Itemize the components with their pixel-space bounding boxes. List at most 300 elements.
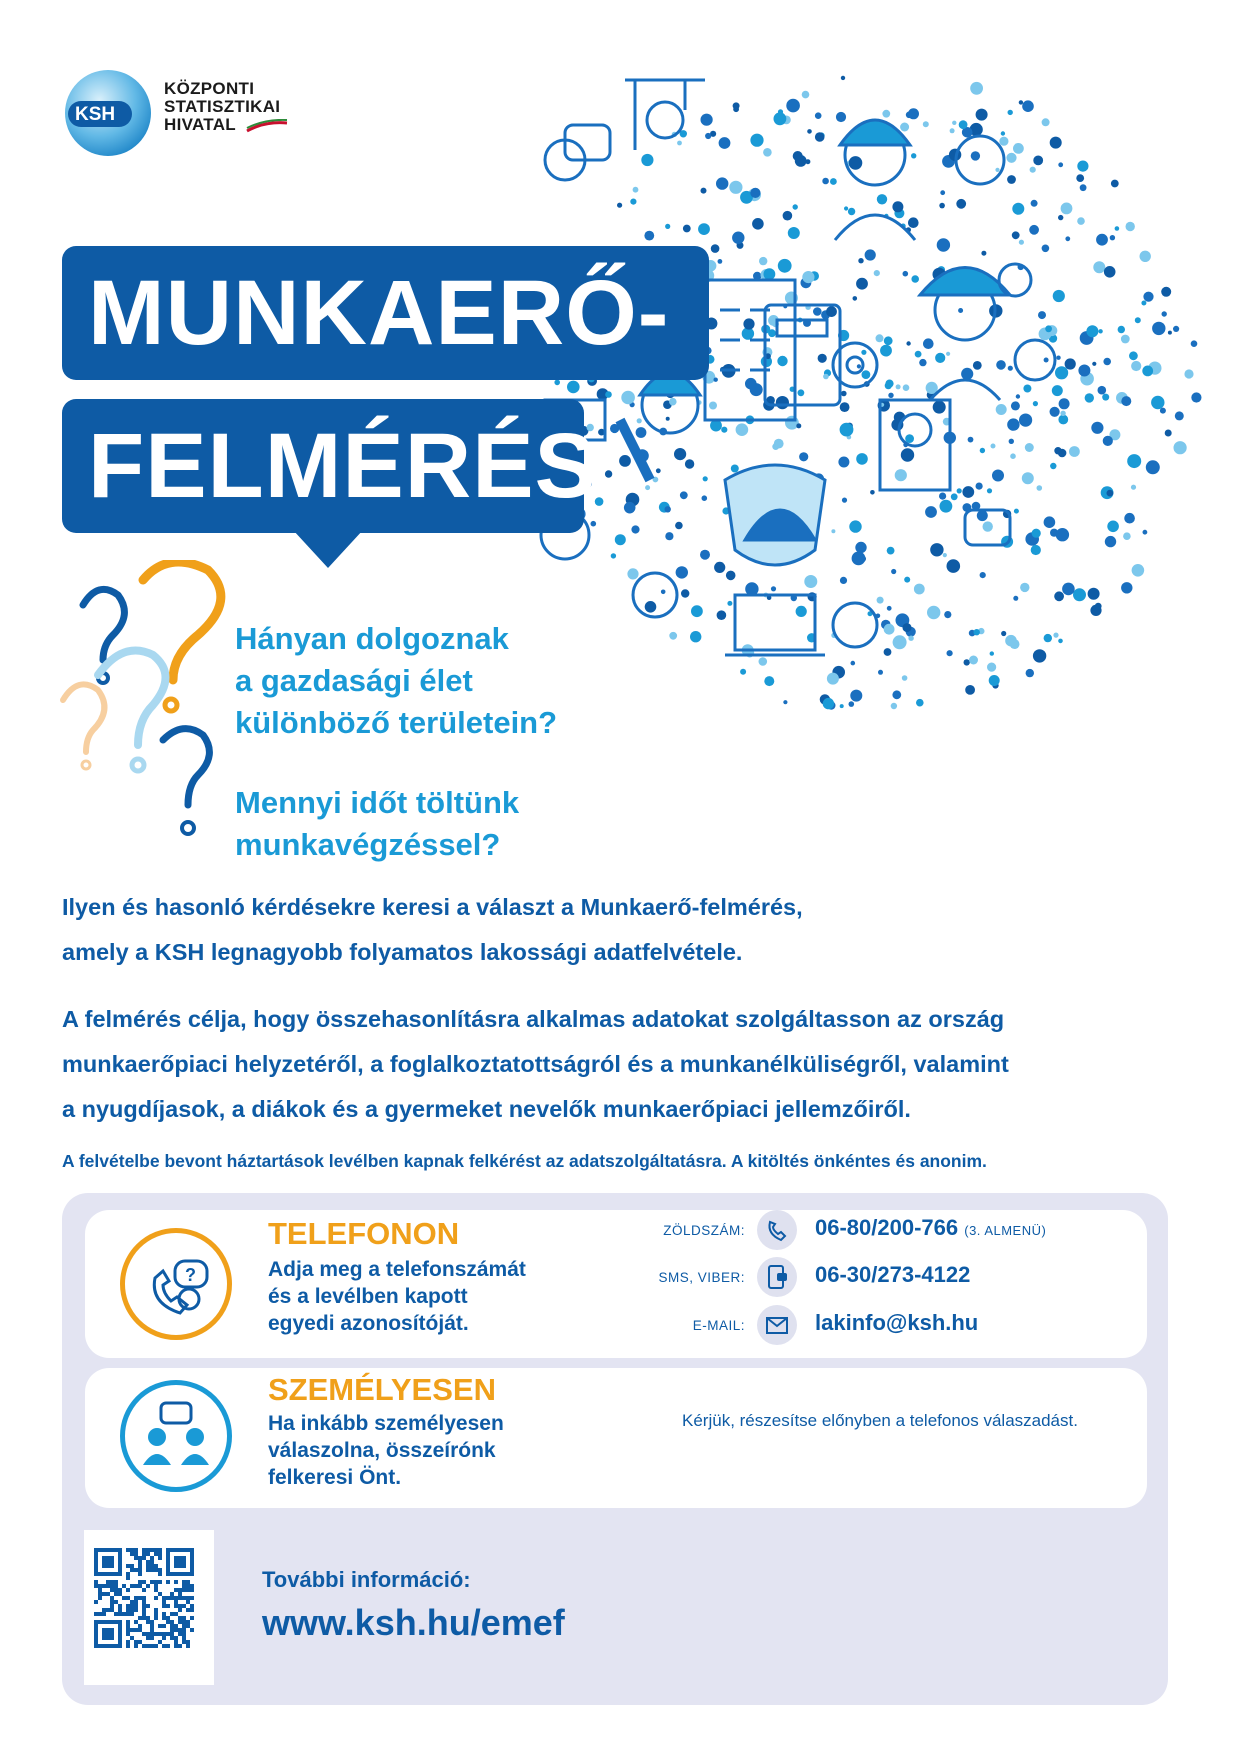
qr-module [166,1616,170,1620]
qr-module [166,1604,170,1608]
decor-dot [935,353,945,363]
qr-module [190,1604,194,1608]
qr-module [190,1608,194,1612]
qr-module [178,1628,182,1632]
decor-dot [677,141,682,146]
decor-dot [702,495,708,501]
question-mark-icon [163,729,209,805]
decor-dot [1086,325,1098,337]
decor-dot [1060,411,1065,416]
decor-dot [855,542,866,553]
decor-dot [841,76,845,80]
decor-dot [842,498,847,503]
decor-dot [718,259,723,264]
decor-dot [983,521,993,531]
decor-dot [1121,582,1132,593]
decor-dot [636,427,647,438]
decor-dot [902,675,908,681]
qr-module [130,1564,134,1568]
decor-dot [1054,591,1064,601]
qr-module [138,1640,142,1644]
decor-dot [965,685,975,695]
decor-dot [1065,358,1076,369]
qr-module [154,1564,158,1568]
qr-module [98,1592,102,1596]
decor-dot [822,178,829,185]
qr-module [150,1560,154,1564]
decor-dot [777,356,787,366]
decor-dot [736,423,749,436]
decor-dot [716,177,728,189]
decor-dot [605,470,612,477]
qr-module [130,1552,134,1556]
qr-module [178,1596,182,1600]
decor-dot [830,178,837,185]
decor-dot [884,648,892,656]
decor-dot [721,427,727,433]
decor-dot [903,623,912,632]
green-number-suffix: (3. ALMENÜ) [964,1223,1047,1238]
decor-dot [850,690,862,702]
decor-dot [709,402,717,410]
decor-dot [1121,396,1131,406]
decor-dot [1053,633,1058,638]
decor-dot [903,271,909,277]
decor-dot [759,657,768,666]
decor-dot [891,703,897,709]
decor-dot [731,465,739,473]
qr-module [126,1596,130,1600]
qr-module [186,1640,190,1644]
qr-finder [102,1556,114,1568]
qr-module [170,1636,174,1640]
decor-dot [1135,317,1141,323]
decor-dot [896,384,901,389]
qr-module [178,1620,182,1624]
decor-dot [719,137,731,149]
qr-module [126,1624,130,1628]
qr-module [142,1612,146,1616]
qr-module [130,1600,134,1604]
qr-module [190,1596,194,1600]
decor-dot [908,636,913,641]
worker-body-icon [835,215,915,240]
title-line-1: MUNKAERŐ- [62,246,709,380]
decor-dot [1076,174,1084,182]
qr-module [150,1556,154,1560]
qr-module [142,1588,146,1592]
qr-module [182,1584,186,1588]
qr-module [102,1608,106,1612]
decor-dot [987,663,996,672]
decor-dot [851,661,856,666]
decor-dot [1020,583,1029,592]
decor-dot [818,354,827,363]
qr-module [114,1592,118,1596]
qr-module [150,1580,154,1584]
decor-dot [1013,143,1024,154]
decor-dot [1058,215,1063,220]
decor-dot [1044,634,1052,642]
decor-dot [1095,603,1102,610]
qr-module [118,1612,122,1616]
decor-dot [1013,596,1018,601]
qr-module [174,1604,178,1608]
person-face-icon [1015,340,1055,380]
decor-dot [630,199,636,205]
decor-dot [976,483,983,490]
decor-dot [1037,485,1043,491]
qr-module [114,1588,118,1592]
qr-module [130,1604,134,1608]
qr-module [182,1640,186,1644]
decor-dot [1152,322,1165,335]
question-1: Hányan dolgoznak a gazdasági élet különböző területein? [235,621,558,740]
qr-module [146,1560,150,1564]
title-line-2: FELMÉRÉS [62,399,584,533]
qr-module [130,1548,134,1552]
decor-dot [856,453,868,465]
qr-module [162,1596,166,1600]
email-address[interactable]: lakinfo@ksh.hu [815,1310,979,1335]
qr-module [158,1556,162,1560]
decor-dot [887,606,892,611]
decor-dot [1129,351,1138,360]
question-mark-icon [143,562,221,680]
decor-dot [1141,301,1146,306]
green-number-value[interactable] [815,1215,1046,1241]
qr-module [174,1636,178,1640]
decor-dot [1104,266,1116,278]
person-icon [999,264,1031,296]
decor-dot [849,701,855,707]
qr-module [130,1568,134,1572]
decor-dot [914,584,925,595]
flag-swoosh-icon [245,119,289,133]
decor-dot [771,586,776,591]
qr-module [146,1584,150,1588]
green-number[interactable]: 06-80/200-766 [815,1215,959,1240]
qr-module [154,1580,158,1584]
qr-module [186,1584,190,1588]
decor-dot [645,485,650,490]
qr-module [138,1556,142,1560]
qr-module [114,1600,118,1604]
decor-dot [1012,231,1020,239]
decor-dot [727,601,732,606]
decor-dot [656,468,661,473]
decor-dot [951,493,958,500]
mobile-message-icon [757,1257,797,1297]
qr-module [174,1588,178,1592]
qr-module [138,1628,142,1632]
decor-dot [874,270,880,276]
decor-dot [925,506,937,518]
qr-module [106,1592,110,1596]
decor-dot [786,99,800,113]
decor-dot [617,203,622,208]
qr-module [134,1620,138,1624]
decor-dot [783,211,793,221]
qr-module [106,1580,110,1584]
qr-module [126,1644,130,1648]
qr-module [138,1568,142,1572]
qr-module [110,1584,114,1588]
decor-dot [950,128,955,133]
qr-module [162,1636,166,1640]
decor-dot [840,577,847,584]
more-info-link[interactable]: www.ksh.hu/emef [262,1602,565,1643]
qr-module [102,1584,106,1588]
qr-module [94,1580,98,1584]
decor-dot [1058,415,1068,425]
decor-dot [1001,131,1005,135]
decor-dot [785,416,799,430]
qr-module [182,1628,186,1632]
decor-dot [905,434,914,443]
decor-dot [1054,447,1061,454]
decor-dot [1131,485,1136,490]
decor-dot [946,352,950,356]
question-mark-icon [83,589,124,660]
decor-dot [615,534,626,545]
qr-module [138,1564,142,1568]
qr-module [110,1588,114,1592]
qr-module [122,1596,126,1600]
decor-dot [906,112,913,119]
decor-dot [807,129,812,134]
more-info-label: További információ: [262,1567,471,1592]
decor-dot [637,418,642,423]
decor-dot [1019,240,1024,245]
decor-dot [1173,326,1179,332]
qr-module [138,1580,142,1584]
decor-dot [840,423,854,437]
qr-module [158,1548,162,1552]
decor-dot [990,651,994,655]
phone-preference-note: Kérjük, részesítse előnyben a telefonos válaszadást. [682,1411,1078,1430]
qr-module [134,1628,138,1632]
qr-module [186,1596,190,1600]
qr-module [118,1604,122,1608]
decor-dot [1115,226,1120,231]
decor-dot [1103,436,1113,446]
qr-module [126,1576,130,1580]
sms-viber-number[interactable]: 06-30/273-4122 [815,1262,971,1287]
qr-module [146,1564,150,1568]
qr-module [102,1592,106,1596]
decor-dot [1110,235,1115,240]
logo-line-1: KÖZPONTI [164,79,255,98]
qr-module [154,1568,158,1572]
qr-module [142,1556,146,1560]
decor-dot [895,469,907,481]
qr-module [94,1600,98,1604]
qr-module [106,1584,110,1588]
qr-module [122,1584,126,1588]
in-person-section-title: SZEMÉLYESEN [268,1372,496,1407]
decor-dot [878,670,883,675]
intro-paragraph: Ilyen és hasonló kérdésekre keresi a választ a Munkaerő-felmérés, amely a KSH legnagyobb folyamatos lakossági adatfelvétele. [62,894,803,965]
decor-dot [1061,203,1073,215]
decor-dot [908,217,919,228]
decor-dot [796,423,801,428]
qr-module [150,1548,154,1552]
decor-dot [1044,358,1049,363]
qr-module [158,1580,162,1584]
qr-module [130,1636,134,1640]
decor-dot [1038,311,1046,319]
phone-icon [757,1210,797,1250]
decor-dot [611,553,616,558]
decor-dot [877,597,884,604]
qr-module [142,1604,146,1608]
decor-dot [1033,649,1046,662]
qr-module [166,1580,170,1584]
decor-dot [1045,325,1052,332]
qr-module [150,1620,154,1624]
speech-tail-icon [293,530,363,570]
decor-dot [906,341,910,345]
qr-module [166,1632,170,1636]
decor-dot [927,606,940,619]
decor-dot [923,338,934,349]
qr-module [162,1616,166,1620]
question-marks-decoration [58,560,230,870]
qr-module [182,1624,186,1628]
qr-module [110,1600,114,1604]
qr-module [178,1644,182,1648]
qr-module [150,1632,154,1636]
qr-module [174,1596,178,1600]
decor-dot [840,402,850,412]
decor-dot [892,201,903,212]
decor-dot [939,203,945,209]
qr-module [146,1644,150,1648]
qr-module [174,1644,178,1648]
decor-dot [996,360,1006,370]
qr-module [158,1552,162,1556]
qr-module [190,1588,194,1592]
phone-section-description: Adja meg a telefonszámát és a levélben kapott egyedi azonosítóját. [268,1258,526,1335]
decor-dot [1093,261,1105,273]
decor-dot [690,631,701,642]
decor-dot [631,525,639,533]
qr-module [138,1616,142,1620]
qr-module [154,1644,158,1648]
decor-dot [880,345,892,357]
qr-module [174,1624,178,1628]
decor-dot [888,393,893,398]
decor-dot [856,278,868,290]
decor-dot [799,452,808,461]
qr-module [102,1612,106,1616]
qr-module [174,1640,178,1644]
decor-dot [1102,394,1109,401]
decor-dot [1161,287,1171,297]
decor-dot [915,351,922,358]
decor-dot [750,188,760,198]
qr-module [146,1620,150,1624]
qr-module [166,1620,170,1624]
decor-dot [1098,329,1102,333]
decor-dot [669,398,677,406]
decor-dot [1022,472,1034,484]
decor-dot [974,629,980,635]
decor-dot [840,704,844,708]
qr-module [134,1600,138,1604]
decor-dot [776,396,789,409]
decor-dot [1098,386,1107,395]
qr-module [134,1608,138,1612]
decor-dot [1019,100,1023,104]
qr-module [150,1644,154,1648]
decor-dot [1050,463,1056,469]
qr-module [110,1604,114,1608]
qr-module [178,1604,182,1608]
qr-module [98,1584,102,1588]
decor-dot [733,102,740,109]
decor-dot [956,199,966,209]
decor-dot [1056,356,1060,360]
logo-wordmark [164,80,289,134]
decor-dot [701,114,713,126]
qr-module [98,1596,102,1600]
decor-dot [1168,331,1172,335]
decor-dot [923,121,929,127]
decor-dot [882,110,890,118]
decor-dot [743,318,754,329]
decor-dot [729,181,742,194]
qr-module [98,1588,102,1592]
qr-module [154,1608,158,1612]
decor-dot [1126,222,1135,231]
qr-code[interactable] [84,1530,214,1685]
qr-module [154,1552,158,1556]
qr-module [178,1632,182,1636]
qr-module [134,1556,138,1560]
qr-module [182,1616,186,1620]
decor-dot [1184,369,1193,378]
decor-dot [1065,236,1070,241]
qr-module [186,1608,190,1612]
decor-dot [911,275,919,283]
decor-dot [1055,366,1068,379]
decor-dot [865,249,876,260]
qr-finder [102,1628,114,1640]
decor-dot [1031,545,1041,555]
qr-module [162,1624,166,1628]
qr-module [182,1588,186,1592]
qr-module [190,1584,194,1588]
decor-dot [788,227,800,239]
laptop-icon [735,595,815,650]
decor-dot [916,699,924,707]
qr-module [166,1644,170,1648]
qr-module [178,1592,182,1596]
decor-dot [1165,430,1172,437]
in-person-section-description: Ha inkább személyesen válaszolna, összeírónk felkeresi Önt. [268,1412,504,1489]
qr-module [126,1564,130,1568]
qr-module [182,1580,186,1584]
qr-module [142,1608,146,1612]
logo-badge: KSH [75,104,116,125]
decor-dot [962,486,974,498]
decor-dot [1146,460,1160,474]
qr-module [158,1568,162,1572]
decor-dot [943,553,947,557]
qr-module [126,1628,130,1632]
